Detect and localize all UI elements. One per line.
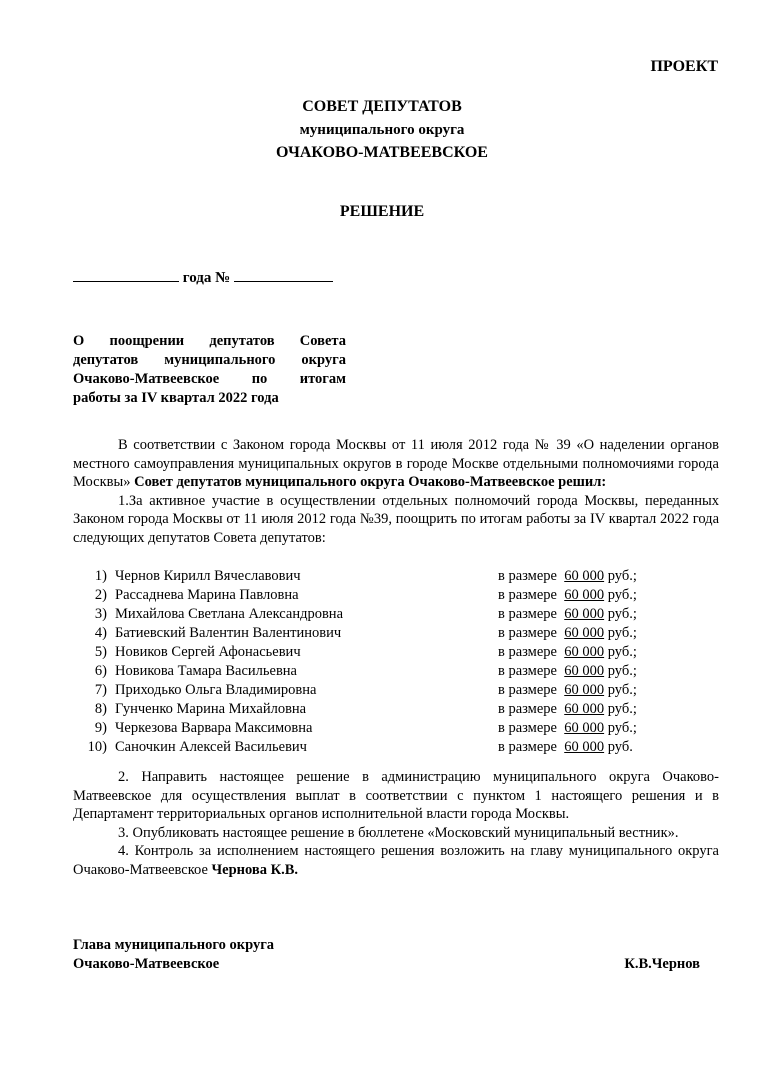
date-number-line — [73, 268, 333, 287]
deputies-list — [73, 567, 719, 757]
list-item: 3) Михайлова Светлана Александровна в размере 60 000 руб.; — [94, 606, 637, 622]
list-item: 4) Батиевский Валентин Валентинович в размере 60 000 руб.; — [94, 625, 637, 641]
list-item: 6) Новикова Тамара Васильевна в размере 60 000 руб.; — [94, 663, 637, 679]
clause-4 — [73, 842, 719, 879]
clause-1: 1.За активное участие в осуществлении отдельных полномочий города Москвы, переданных Законом города Москвы от 11 июля 2012 года №39, поощрить по итогам работы за IV квартал 2022 года следующих депутатов Совета депутатов: — [73, 492, 719, 546]
list-item: 10) Саночкин Алексей Васильевич в размере 60 000 руб. — [87, 739, 633, 755]
preamble-resolution: Совет депутатов муниципального округа Очаково-Матвеевское решил: — [134, 474, 607, 490]
preamble-paragraph — [73, 436, 719, 492]
main-text — [73, 436, 719, 547]
decision-subject — [73, 332, 346, 408]
signature-title — [73, 936, 274, 974]
clause-3: 3. Опубликовать настоящее решение в бюллетене «Московский муниципальный вестник». — [118, 824, 679, 841]
preamble-text: В соответствии с Законом города Москвы от 11 июля 2012 года № 39 «О наделении органов местного самоуправления муниципальных округов в городе Москве отдельными полномочиями города Москвы» — [73, 437, 719, 490]
date-year-label: года № — [182, 270, 231, 286]
closing-clauses — [73, 768, 719, 879]
subject-line: работы за IV квартал 2022 года — [73, 390, 279, 406]
list-item: 2) Рассаднева Марина Павловна в размере 60 000 руб.; — [94, 587, 637, 603]
subject-line: О поощрении депутатов Совета — [73, 333, 346, 349]
list-item: 9) Черкезова Варвара Максимовна в размере 60 000 руб.; — [94, 720, 637, 736]
signature-name: К.В.Чернов — [624, 956, 700, 972]
council-title: СОВЕТ ДЕПУТАТОВ — [302, 98, 462, 115]
subject-line: Очаково-Матвеевское по итогам — [73, 371, 346, 387]
signature-title-line: Очаково-Матвеевское — [73, 956, 220, 972]
decision-title: РЕШЕНИЕ — [339, 203, 425, 220]
project-label: ПРОЕКТ — [650, 58, 718, 75]
list-item: 8) Гунченко Марина Михайловна в размере 60 000 руб.; — [94, 701, 637, 717]
list-item: 1) Чернов Кирилл Вячеславович в размере 60 000 руб.; — [94, 568, 637, 584]
subject-line: депутатов муниципального округа — [73, 352, 346, 368]
clause-2: 2. Направить настоящее решение в администрацию муниципального округа Очаково-Матвеевское для осуществления выплат в соответствии с пунктом 1 настоящего решения и в Департамент территориальных органов исполнительной власти города Москвы. — [73, 769, 719, 822]
municipal-subtitle: муниципального округа — [299, 122, 465, 138]
number-blank — [234, 268, 333, 282]
signature-title-line: Глава муниципального округа — [73, 937, 275, 953]
district-name: ОЧАКОВО-МАТВЕЕВСКОЕ — [276, 144, 488, 161]
date-blank — [73, 268, 179, 282]
list-item: 5) Новиков Сергей Афонасьевич в размере 60 000 руб.; — [94, 644, 637, 660]
clause-4-text: 4. Контроль за исполнением настоящего решения возложить на главу муниципального округа Очаково-Матвеевское — [73, 843, 719, 878]
clause-4-name: Чернова К.В. — [211, 861, 299, 878]
list-item: 7) Приходько Ольга Владимировна в размере 60 000 руб.; — [94, 682, 637, 698]
